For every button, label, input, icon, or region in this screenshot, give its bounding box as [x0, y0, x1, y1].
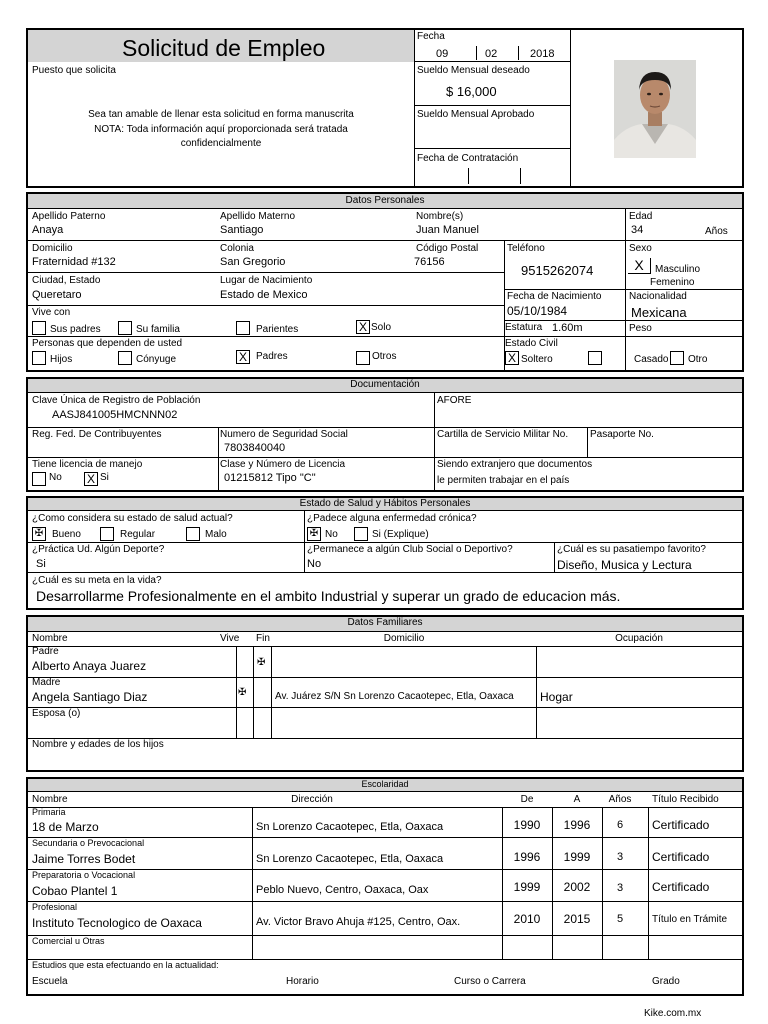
sueldo-deseado-label: Sueldo Mensual deseado [417, 65, 530, 76]
padre-label: Padre [32, 646, 59, 657]
escolaridad-direccion[interactable]: Sn Lorenzo Cacaotepec, Etla, Oaxaca [256, 821, 444, 833]
escolaridad-nombre[interactable]: 18 de Marzo [32, 820, 99, 834]
form-title: Solicitud de Empleo [122, 35, 326, 61]
curso-label: Curso o Carrera [454, 976, 526, 987]
escolaridad-section [26, 777, 744, 996]
extranjero-line-1: Siendo extranjero que documentos [437, 459, 593, 470]
escolaridad-a[interactable]: 2015 [563, 912, 591, 926]
solo-label: Solo [371, 322, 392, 333]
escolaridad-a[interactable]: 1996 [563, 818, 591, 832]
escolaridad-nombre[interactable]: Instituto Tecnologico de Oaxaca [32, 916, 202, 930]
meta-question: ¿Cuál es su meta en la vida? [32, 575, 162, 586]
col-fin: Fin [256, 633, 270, 644]
col-anos: Años [608, 794, 632, 805]
horario-label: Horario [286, 976, 319, 987]
fecha-year[interactable]: 2018 [530, 48, 555, 60]
nss-value[interactable]: 7803840040 [224, 442, 286, 454]
col-direccion: Dirección [291, 794, 333, 805]
casado-label: Casado [634, 354, 669, 365]
licencia-si-label: Si [100, 472, 109, 483]
bueno-label: Bueno [52, 529, 81, 540]
cartilla-label: Cartilla de Servicio Militar No. [437, 429, 569, 440]
hijos-label: Hijos [50, 354, 73, 365]
rfc-label: Reg. Fed. De Contribuyentes [32, 429, 162, 440]
col-de: De [520, 794, 534, 805]
escolaridad-row-label: Comercial u Otras [32, 936, 105, 946]
estudios-actuales-label: Estudios que esta efectuando en la actualidad: [32, 960, 219, 970]
sexo-masculino-checkbox[interactable]: X [628, 258, 650, 274]
footer-brand[interactable]: Kike.com.mx [644, 1008, 702, 1019]
colonia-value[interactable]: San Gregorio [220, 256, 286, 268]
club-answer[interactable]: No [307, 558, 322, 570]
peso-label: Peso [629, 323, 652, 334]
escolaridad-titulo[interactable]: Certificado [652, 880, 710, 894]
nombres-label: Nombre(s) [416, 211, 464, 222]
edad-value[interactable]: 34 [631, 224, 644, 236]
sueldo-aprobado-label: Sueldo Mensual Aprobado [417, 109, 535, 120]
madre-vive-mark[interactable]: ✠ [238, 687, 247, 698]
parientes-checkbox[interactable] [236, 321, 250, 335]
edad-unit: Años [705, 226, 728, 237]
ciudad-value[interactable]: Queretaro [32, 289, 82, 301]
parientes-label: Parientes [256, 324, 299, 335]
otro-checkbox[interactable] [670, 351, 684, 365]
col-a: A [573, 794, 581, 805]
otros-checkbox[interactable] [356, 351, 370, 365]
estado-salud-question: ¿Como considera su estado de salud actual? [32, 513, 233, 524]
apellido-paterno-label: Apellido Paterno [32, 211, 106, 222]
madre-ocupacion[interactable]: Hogar [540, 690, 573, 704]
licencia-label: Tiene licencia de manejo [32, 459, 143, 470]
col-nombre: Nombre [32, 794, 68, 805]
padre-fin-mark[interactable]: ✠ [257, 657, 266, 668]
grado-label: Grado [652, 976, 680, 987]
nacionalidad-value[interactable]: Mexicana [631, 305, 687, 320]
su-familia-label: Su familia [136, 324, 180, 335]
person-photo-icon [614, 60, 696, 158]
fecha-nac-value[interactable]: 05/10/1984 [507, 304, 568, 318]
section-title: Datos Personales [345, 195, 425, 206]
instruction-line-2: NOTA: Toda información aquí proporcionada será tratada [94, 124, 348, 135]
meta-answer[interactable]: Desarrollarme Profesionalmente en el ambito Industrial y superar un grado de educacion más. [36, 588, 621, 604]
escolaridad-nombre[interactable]: Cobao Plantel 1 [32, 884, 118, 898]
fecha-nac-label: Fecha de Nacimiento [507, 291, 602, 302]
estatura-value[interactable]: 1.60m [552, 322, 583, 334]
escolaridad-a[interactable]: 1999 [563, 850, 591, 864]
estatura-label: Estatura [505, 322, 543, 333]
escolaridad-anos[interactable]: 5 [616, 913, 624, 925]
clase-value[interactable]: 01215812 Tipo "C" [224, 472, 316, 484]
licencia-si-checkbox[interactable]: X [84, 472, 98, 486]
madre-value[interactable]: Angela Santiago Diaz [32, 690, 148, 704]
cronica-no-checkbox[interactable]: ✠ [307, 527, 321, 541]
padres-checkbox[interactable]: X [236, 350, 250, 364]
ciudad-label: Ciudad, Estado [32, 275, 101, 286]
madre-label: Madre [32, 677, 61, 688]
sexo-label: Sexo [629, 243, 652, 254]
soltero-checkbox[interactable]: X [505, 351, 519, 365]
escolaridad-direccion[interactable]: Peblo Nuevo, Centro, Oaxaca, Oax [256, 884, 429, 896]
sus-padres-checkbox[interactable] [32, 321, 46, 335]
nacionalidad-label: Nacionalidad [629, 291, 687, 302]
fecha-month[interactable]: 02 [485, 48, 498, 60]
header-section [26, 28, 744, 188]
col-domicilio: Domicilio [383, 633, 425, 644]
conyuge-label: Cónyuge [136, 354, 177, 365]
cronica-si-label: Si (Explique) [372, 529, 429, 540]
escolaridad-a[interactable]: 2002 [563, 880, 591, 894]
escolaridad-de[interactable]: 1996 [513, 850, 541, 864]
fecha-label: Fecha [417, 31, 445, 42]
salud-section [26, 496, 744, 610]
lugar-nac-label: Lugar de Nacimiento [220, 275, 313, 286]
esposa-label: Esposa (o) [32, 708, 81, 719]
escolaridad-row-label: Profesional [32, 902, 78, 912]
deporte-answer[interactable]: Si [36, 558, 46, 570]
curp-value[interactable]: AASJ841005HMCNNN02 [52, 409, 178, 421]
escolaridad-de[interactable]: 1999 [513, 880, 541, 894]
su-familia-checkbox[interactable] [118, 321, 132, 335]
bueno-checkbox[interactable]: ✠ [32, 527, 46, 541]
club-question: ¿Permanece a algún Club Social o Deportivo? [307, 544, 513, 555]
col-nombre: Nombre [32, 633, 68, 644]
escolaridad-de[interactable]: 2010 [513, 912, 541, 926]
apellido-materno-value[interactable]: Santiago [220, 224, 264, 236]
instruction-line-1: Sea tan amable de llenar esta solicitud en forma manuscrita [88, 109, 354, 120]
cronica-question: ¿Padece alguna enfermedad crónica? [307, 513, 477, 524]
telefono-label: Teléfono [507, 243, 545, 254]
nombres-value[interactable]: Juan Manuel [416, 224, 479, 236]
casado-checkbox[interactable] [588, 351, 602, 365]
telefono-value[interactable]: 9515262074 [521, 263, 594, 278]
extranjero-line-2: le permiten trabajar en el país [437, 475, 570, 486]
escolaridad-nombre[interactable]: Jaime Torres Bodet [32, 852, 136, 866]
escolaridad-anos[interactable]: 3 [616, 851, 624, 863]
regular-checkbox[interactable] [100, 527, 114, 541]
malo-label: Malo [205, 529, 227, 540]
nss-label: Numero de Seguridad Social [220, 429, 348, 440]
documentacion-section [26, 377, 744, 492]
section-title: Datos Familiares [347, 617, 423, 628]
padre-value[interactable]: Alberto Anaya Juarez [32, 659, 147, 673]
pasatiempo-question: ¿Cuál es su pasatiempo favorito? [557, 544, 706, 555]
cronica-no-label: No [325, 529, 338, 540]
escolaridad-direccion[interactable]: Sn Lorenzo Cacaotepec, Etla, Oaxaca [256, 853, 444, 865]
escolaridad-de[interactable]: 1990 [513, 818, 541, 832]
fecha-day[interactable]: 09 [436, 48, 449, 60]
escolaridad-direccion[interactable]: Av. Victor Bravo Ahuja #125, Centro, Oax. [256, 916, 461, 928]
licencia-no-checkbox[interactable] [32, 472, 46, 486]
puesto-label: Puesto que solicita [32, 65, 116, 76]
apellido-materno-label: Apellido Materno [220, 211, 296, 222]
malo-checkbox[interactable] [186, 527, 200, 541]
madre-domicilio[interactable]: Av. Juárez S/N Sn Lorenzo Cacaotepec, Etla, Oaxaca [275, 691, 514, 702]
escolaridad-anos[interactable]: 6 [616, 819, 624, 831]
lugar-nac-value[interactable]: Estado de Mexico [220, 289, 308, 301]
sueldo-deseado-value[interactable]: $ 16,000 [446, 84, 497, 99]
escuela-label: Escuela [32, 976, 68, 987]
escolaridad-titulo[interactable]: Certificado [652, 850, 710, 864]
licencia-no-label: No [49, 472, 62, 483]
escolaridad-row-label: Secundaria o Prevocacional [32, 838, 145, 848]
edad-label: Edad [629, 211, 653, 222]
padres-label: Padres [256, 351, 288, 362]
femenino-label: Femenino [650, 277, 695, 288]
col-vive: Vive [220, 633, 240, 644]
estado-civil-label: Estado Civil [505, 338, 558, 349]
vive-con-label: Vive con [32, 307, 71, 318]
otros-label: Otros [372, 351, 397, 362]
conyuge-checkbox[interactable] [118, 351, 132, 365]
deporte-question: ¿Práctica Ud. Algún Deporte? [32, 544, 165, 555]
col-titulo: Título Recibido [652, 794, 719, 805]
familiares-section [26, 615, 744, 772]
sus-padres-label: Sus padres [50, 324, 101, 335]
clase-label: Clase y Número de Licencia [220, 459, 346, 470]
pasatiempo-answer[interactable]: Diseño, Musica y Lectura [557, 558, 692, 572]
pasaporte-label: Pasaporte No. [590, 429, 654, 440]
apellido-paterno-value[interactable]: Anaya [32, 224, 64, 236]
applicant-photo [614, 60, 696, 158]
curp-label: Clave Única de Registro de Población [32, 395, 201, 406]
escolaridad-anos[interactable]: 3 [616, 882, 624, 894]
dependientes-label: Personas que dependen de usted [32, 338, 183, 349]
escolaridad-titulo[interactable]: Título en Trámite [652, 914, 728, 925]
regular-label: Regular [120, 529, 156, 540]
domicilio-label: Domicilio [32, 243, 73, 254]
hijos-nombres-label: Nombre y edades de los hijos [32, 739, 164, 750]
hijos-checkbox[interactable] [32, 351, 46, 365]
section-title: Escolaridad [361, 779, 409, 789]
escolaridad-row-label: Primaria [32, 807, 66, 817]
cp-value[interactable]: 76156 [414, 256, 445, 268]
domicilio-value[interactable]: Fraternidad #132 [32, 256, 116, 268]
soltero-label: Soltero [521, 354, 553, 365]
col-ocupacion: Ocupación [615, 633, 663, 644]
cp-label: Código Postal [416, 243, 479, 254]
section-title: Documentación [350, 379, 420, 390]
afore-label: AFORE [437, 395, 472, 406]
fecha-contratacion-label: Fecha de Contratación [417, 153, 519, 164]
masculino-label: Masculino [655, 264, 701, 275]
solo-checkbox[interactable]: X [356, 320, 370, 334]
cronica-si-checkbox[interactable] [354, 527, 368, 541]
escolaridad-row-label: Preparatoria o Vocacional [32, 870, 136, 880]
instruction-line-3: confidencialmente [180, 138, 262, 149]
section-title: Estado de Salud y Hábitos Personales [299, 498, 471, 509]
colonia-label: Colonia [220, 243, 254, 254]
otro-label: Otro [688, 354, 708, 365]
datos-personales-section [26, 192, 744, 372]
escolaridad-titulo[interactable]: Certificado [652, 818, 710, 832]
